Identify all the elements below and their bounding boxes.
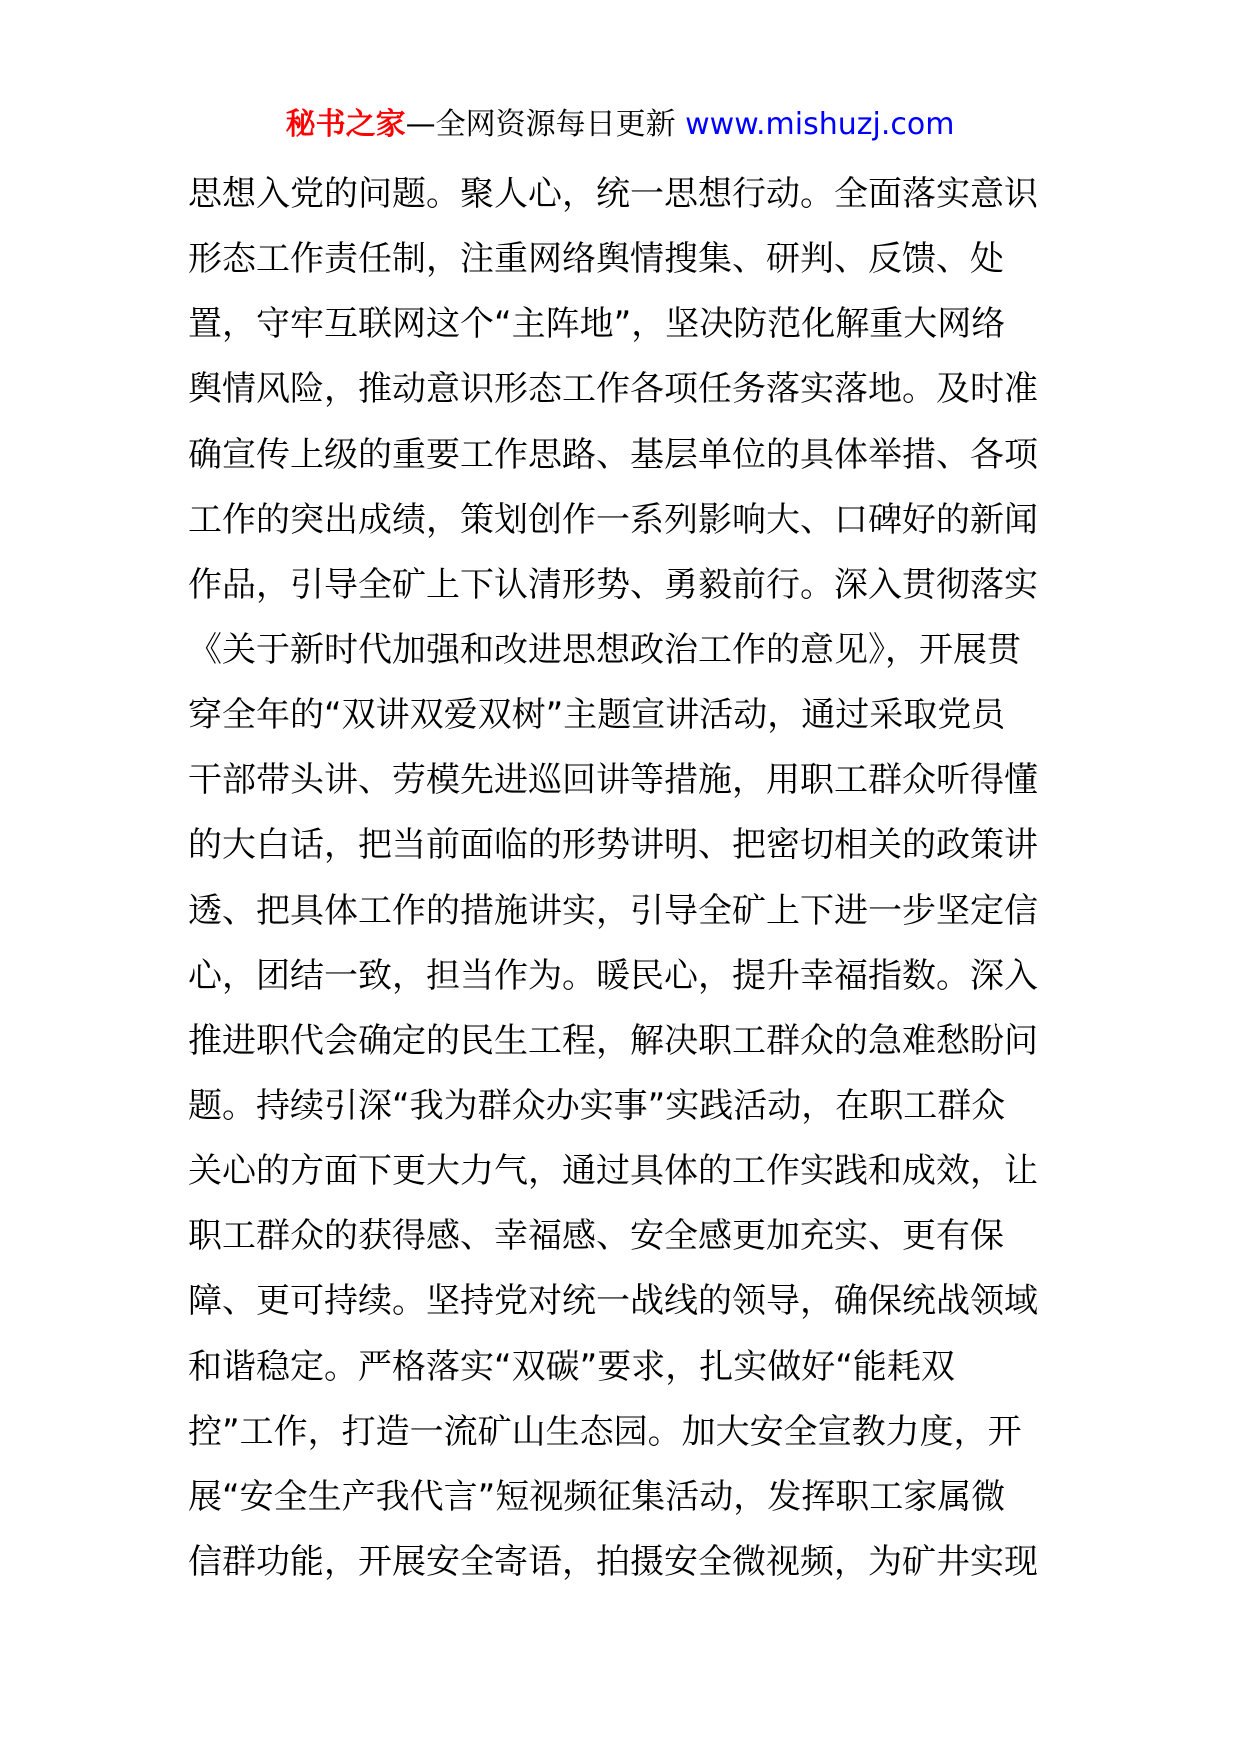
- text-line: 确宣传上级的重要工作思路、基层单位的具体举措、各项: [188, 434, 1038, 475]
- text-line: 的大白话，把当前面临的形势讲明、把密切相关的政策讲: [188, 825, 1038, 866]
- text-line: 穿全年的“双讲双爱双树”主题宣讲活动，通过采取党员: [188, 695, 1006, 736]
- header-brand: 秘书之家: [285, 107, 406, 142]
- header-url-link[interactable]: www.mishuzj.com: [685, 107, 955, 142]
- text-line: 作品，引导全矿上下认清形势、勇毅前行。深入贯彻落实: [188, 564, 1038, 605]
- text-line: 职工群众的获得感、幸福感、安全感更加充实、更有保: [188, 1216, 1004, 1257]
- body-text: [188, 162, 1058, 1595]
- text-line: 控”工作，打造一流矿山生态园。加大安全宣教力度，开: [188, 1411, 1022, 1452]
- text-line: 置，守牢互联网这个“主阵地”，坚决防范化解重大网络: [188, 304, 1006, 345]
- text-line: 和谐稳定。严格落实“双碳”要求，扎实做好“能耗双: [188, 1346, 955, 1387]
- text-line: 障、更可持续。坚持党对统一战线的领导，确保统战领域: [188, 1281, 1038, 1322]
- text-line: 推进职代会确定的民生工程，解决职工群众的急难愁盼问: [188, 1020, 1038, 1061]
- text-line: 《关于新时代加强和改进思想政治工作的意见》，开展贯: [188, 629, 1021, 670]
- text-line: 舆情风险，推动意识形态工作各项任务落实落地。及时准: [188, 369, 1038, 410]
- text-line: 思想入党的问题。聚人心，统一思想行动。全面落实意识: [188, 174, 1038, 214]
- text-line: 干部带头讲、劳模先进巡回讲等措施，用职工群众听得懂: [188, 760, 1038, 801]
- text-line: 信群功能，开展安全寄语，拍摄安全微视频，为矿井实现: [188, 1541, 1038, 1582]
- text-line: 心，团结一致，担当作为。暖民心，提升幸福指数。深入: [188, 955, 1038, 996]
- text-line: 展“安全生产我代言”短视频征集活动，发挥职工家属微: [188, 1476, 1006, 1517]
- text-line: 工作的突出成绩，策划创作一系列影响大、口碑好的新闻: [188, 499, 1038, 540]
- text-line: 关心的方面下更大力气，通过具体的工作实践和成效，让: [188, 1151, 1038, 1192]
- text-line: 透、把具体工作的措施讲实，引导全矿上下进一步坚定信: [188, 890, 1038, 931]
- text-line: 形态工作责任制，注重网络舆情搜集、研判、反馈、处: [188, 239, 1004, 280]
- text-line: 题。持续引深“我为群众办实事”实践活动，在职工群众: [188, 1085, 1006, 1126]
- page-header: [0, 100, 1240, 150]
- header-slogan: —全网资源每日更新: [405, 107, 686, 142]
